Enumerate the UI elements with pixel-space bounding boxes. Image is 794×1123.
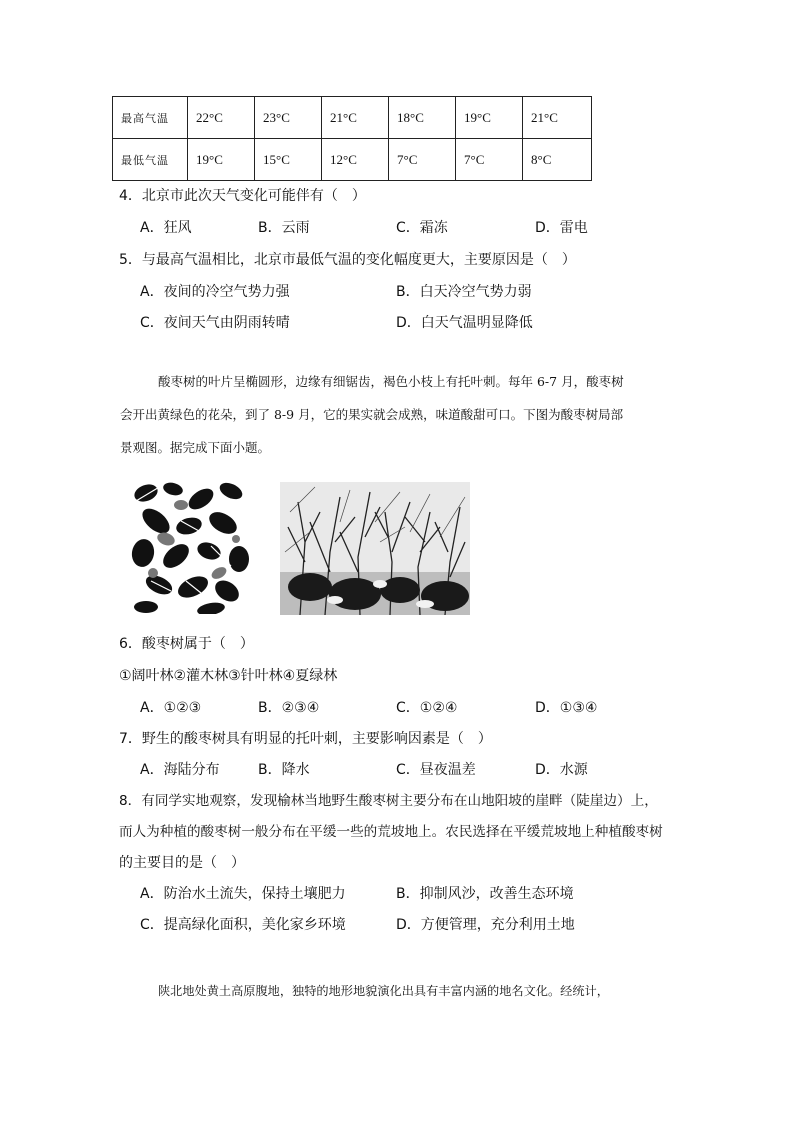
passage1-line-3: 景观图。据完成下面小题。 xyxy=(120,440,271,455)
table-cell: 19°C xyxy=(456,97,523,139)
passage1-line-2: 会开出黄绿色的花朵，到了 8-9 月，它的果实就会成熟，味道酸甜可口。下图为酸枣树局部 xyxy=(120,407,624,422)
q4-option-b[interactable]: B．云雨 xyxy=(258,220,310,236)
table-cell: 15°C xyxy=(255,139,322,181)
table-cell: 23°C xyxy=(255,97,322,139)
q7-option-b[interactable]: B．降水 xyxy=(258,762,310,778)
q5-stem: 5．与最高气温相比，北京市最低气温的变化幅度更大，主要原因是（ ） xyxy=(119,252,576,268)
table-cell: 18°C xyxy=(389,97,456,139)
table-cell: 22°C xyxy=(188,97,255,139)
q8-option-b[interactable]: B．抑制风沙，改善生态环境 xyxy=(396,886,574,902)
q4-option-a[interactable]: A．狂风 xyxy=(140,220,192,236)
table-cell: 7°C xyxy=(456,139,523,181)
q8-option-c[interactable]: C．提高绿化面积，美化家乡环境 xyxy=(140,917,346,933)
q5-option-a[interactable]: A．夜间的冷空气势力强 xyxy=(140,284,290,300)
q5-option-b[interactable]: B．白天冷空气势力弱 xyxy=(396,284,532,300)
table-cell: 12°C xyxy=(322,139,389,181)
table-cell: 21°C xyxy=(322,97,389,139)
q5-option-c[interactable]: C．夜间天气由阴雨转晴 xyxy=(140,315,290,331)
passage2-line-1: 陕北地处黄土高原腹地，独特的地形地貌演化出具有丰富内涵的地名文化。经统计， xyxy=(158,984,609,998)
q7-option-d[interactable]: D．水源 xyxy=(535,762,588,778)
q6-choices: ①阔叶林②灌木林③针叶林④夏绿林 xyxy=(119,668,338,684)
leaf-photo-graphic xyxy=(131,481,250,614)
q8-stem-line-2: 而人为种植的酸枣树一般分布在平缓一些的荒坡地上。农民选择在平缓荒坡地上种植酸枣树 xyxy=(119,824,663,840)
q6-option-b[interactable]: B．②③④ xyxy=(258,700,320,716)
passage1-line-1: 酸枣树的叶片呈椭圆形，边缘有细锯齿，褐色小枝上有托叶刺。每年 6-7 月，酸枣树 xyxy=(158,374,624,389)
table-cell: 19°C xyxy=(188,139,255,181)
q4-stem: 4．北京市此次天气变化可能伴有（ ） xyxy=(119,188,366,204)
q7-stem: 7．野生的酸枣树具有明显的托叶刺，主要影响因素是（ ） xyxy=(119,731,492,747)
q7-option-c[interactable]: C．昼夜温差 xyxy=(396,762,476,778)
q8-stem-line-1: 8．有同学实地观察，发现榆林当地野生酸枣树主要分布在山地阳坡的崖畔（陡崖边）上， xyxy=(119,793,658,809)
jujube-leaf-photo xyxy=(131,481,250,614)
table-cell: 7°C xyxy=(389,139,456,181)
q7-option-a[interactable]: A．海陆分布 xyxy=(140,762,220,778)
q4-option-c[interactable]: C．霜冻 xyxy=(396,220,448,236)
table-cell: 21°C xyxy=(523,97,592,139)
q8-option-a[interactable]: A．防治水土流失，保持土壤肥力 xyxy=(140,886,346,902)
q4-option-d[interactable]: D．雷电 xyxy=(535,220,588,236)
table-row-max xyxy=(113,97,592,139)
table-row-min xyxy=(113,139,592,181)
row-label: 最高气温 xyxy=(113,97,188,139)
q6-option-a[interactable]: A．①②③ xyxy=(140,700,202,716)
jujube-shrub-photo xyxy=(280,482,470,615)
q5-option-d[interactable]: D．白天气温明显降低 xyxy=(396,315,533,331)
q8-stem-line-3: 的主要目的是（ ） xyxy=(119,855,245,871)
q8-option-d[interactable]: D．方便管理，充分利用土地 xyxy=(396,917,575,933)
row-label: 最低气温 xyxy=(113,139,188,181)
q6-option-d[interactable]: D．①③④ xyxy=(535,700,598,716)
q6-option-c[interactable]: C．①②④ xyxy=(396,700,458,716)
q6-stem: 6．酸枣树属于（ ） xyxy=(119,636,254,652)
table-cell: 8°C xyxy=(523,139,592,181)
temperature-table xyxy=(112,96,592,181)
shrub-photo-graphic xyxy=(280,482,470,615)
